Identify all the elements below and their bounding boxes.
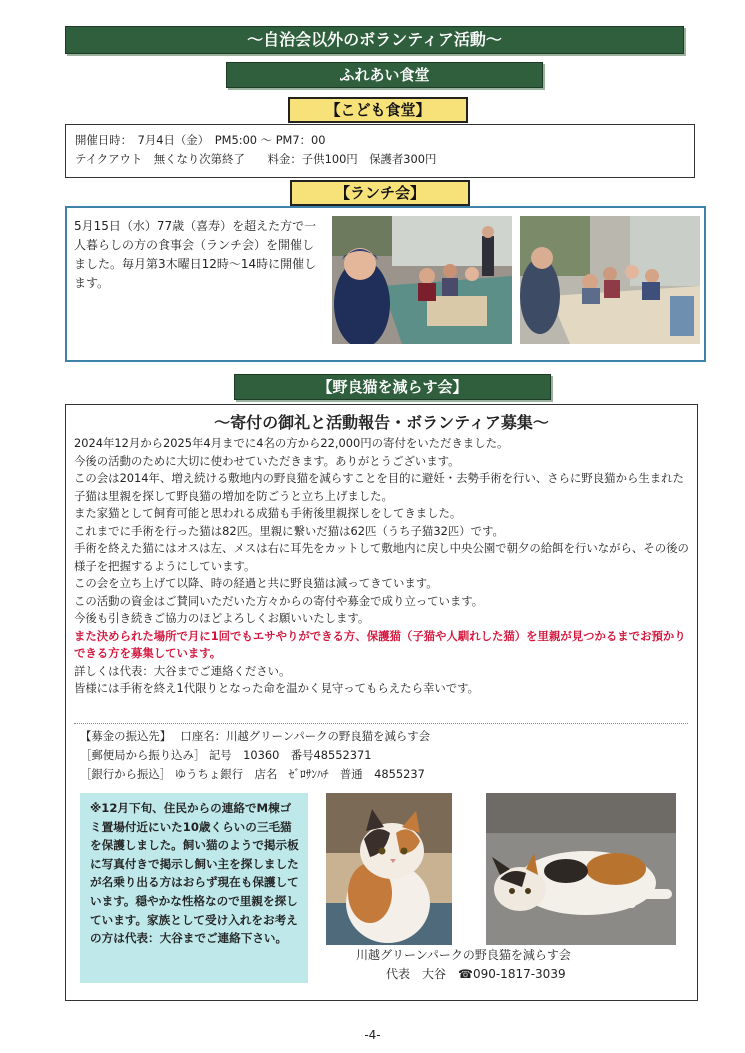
main-title: ～自治会以外のボランティア活動～ [247, 30, 502, 49]
cat-lying-image [486, 793, 676, 945]
sub-title-bar [226, 62, 543, 88]
neko-para-4: また家猫として飼育可能と思われる成猫も手術後里親探しをしてきました。 [74, 506, 462, 520]
neko-contact: 詳しくは代表：大谷までご連絡ください。 [74, 663, 291, 678]
neko-para-9: 今後も引き続きご協力のほどよろしくお願いいたします。 [74, 611, 370, 625]
sub-title: ふれあい食堂 [339, 66, 430, 84]
kodomo-line1: 開催日時： 7月4日（金） PM5:00 ～ PM7：00 [75, 133, 326, 147]
cat-group-caption: 川越グリーンパークの野良猫を減らす会 [356, 948, 571, 962]
neko-para-7: この会を立ち上げて以降、時の経過と共に野良猫は減ってきています。 [74, 576, 438, 590]
lunch-photo-right [520, 216, 700, 344]
neko-para-2: 今後の活動のために大切に使わせていただきます。ありがとうございます。 [74, 453, 460, 468]
bank-line-1: 【募金の振込先】 口座名：川越グリーンパークの野良猫を減らす会 [80, 729, 431, 743]
page-number: -4- [364, 1028, 381, 1042]
cat-sitting-image [326, 793, 452, 945]
lunch-label [290, 180, 470, 206]
rescue-notice-box [80, 793, 308, 983]
main-title-bar [65, 26, 684, 54]
cat-photo-sitting [326, 793, 452, 945]
kodomo-info-box [65, 124, 695, 178]
neko-red-notice: また決められた場所で月に1回でもエサやりができる方、保護猫（子猫や人馴れした猫）を里親が見つかるまでお預かりできる方を募集しています。 [74, 628, 686, 660]
neko-body [74, 435, 692, 698]
rescue-text: ※12月下旬、住民からの連絡でM棟ゴミ置場付近にいた10歳くらいの三毛猫を保護しました。飼い猫のようで掲示板に写真付きで掲示し飼い主を探しましたが名乗り出る方はおらず現在も保護しています。穏やかな性格なので里親を探しています。家族として受け入れをお考えの方は代表：大谷までご連絡下さい。 [90, 801, 299, 946]
bank-line-3: ［銀行から振込］ ゆうちょ銀行 店名 ｾﾞﾛｻﾝﾊﾁ 普通 4855237 [80, 767, 425, 781]
kodomo-line2: テイクアウト 無くなり次第終了 料金：子供100円 保護者300円 [75, 152, 437, 166]
neko-para-8: この活動の資金はご賛同いただいた方々からの寄付や募金で成り立っています。 [74, 593, 484, 608]
neko-para-6: 手術を終えた猫にはオスは左、メスは右に耳先をカットして敷地内に戻し中央公園で朝夕の給餌を行いながら、その後の様子を把握するようにしています。 [74, 541, 689, 573]
neko-para-1: 2024年12月から2025年4月までに4名の方から22,000円の寄付をいただきました。 [74, 436, 509, 450]
lunch-photo-1-image [332, 216, 512, 344]
kodomo-label-text: 【こども食堂】 [325, 101, 431, 119]
kodomo-label [288, 97, 468, 123]
section-divider [74, 723, 688, 724]
neko-para-3: この会は2014年、増え続ける敷地内の野良猫を減らすことを目的に避妊・去勢手術を行い、さらに野良猫から生まれた子猫は里親を探して野良猫の増加を防ごうと立ち上げました。 [74, 471, 684, 503]
lunch-photo-left [332, 216, 512, 344]
neko-label: 【野良猫を減らす会】 [317, 378, 468, 396]
cat-rep-caption: 代表 大谷 ☎090-1817-3039 [386, 967, 566, 981]
cat-photo-lying [486, 793, 676, 945]
neko-para-5: これまでに手術を行った猫は82匹。里親に繋いだ猫は62匹（うち子猫32匹）です。 [74, 523, 504, 538]
bank-info [80, 727, 680, 784]
neko-label-bar [234, 374, 551, 400]
lunch-label-text: 【ランチ会】 [334, 184, 425, 202]
neko-box [65, 404, 698, 1001]
bank-line-2: ［郵便局から振り込み］ 記号 10360 番号48552371 [80, 748, 372, 762]
neko-closing: 皆様には手術を終え1代限りとなった命を温かく見守ってもらえたら幸いです。 [74, 681, 480, 695]
lunch-box [65, 206, 706, 362]
neko-heading: ～寄付の御礼と活動報告・ボランティア募集～ [214, 413, 549, 432]
lunch-text: 5月15日（水）77歳（喜寿）を超えた方で一人暮らしの方の食事会（ランチ会）を開催しました。毎月第3木曜日12時～14時に開催します。 [74, 219, 317, 290]
lunch-photo-2-image [520, 216, 700, 344]
